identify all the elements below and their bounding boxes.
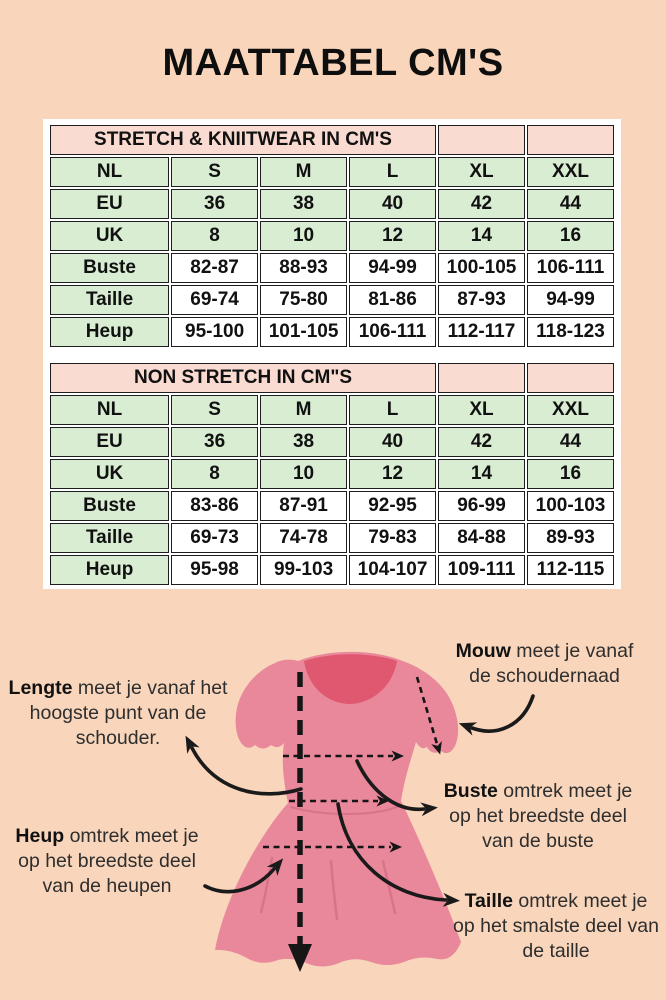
annotation-lengte-keyword: Lengte xyxy=(8,677,73,699)
row-label: UK xyxy=(50,221,169,251)
size-cell: 94-99 xyxy=(349,253,436,283)
table-row xyxy=(50,491,614,521)
table-title-row xyxy=(50,125,614,155)
annotation-heup-text: omtrek meet je op het breedste deel van de heupen xyxy=(18,825,199,897)
row-label: EU xyxy=(50,427,169,457)
size-cell: 106-111 xyxy=(527,253,614,283)
size-cell: 83-86 xyxy=(171,491,258,521)
row-label: Heup xyxy=(50,317,169,347)
size-cell: 112-115 xyxy=(527,555,614,585)
row-label: NL xyxy=(50,395,169,425)
size-cell: S xyxy=(171,395,258,425)
annotation-lengte xyxy=(4,676,232,751)
size-cell: 87-91 xyxy=(260,491,347,521)
mouw-pointer-arrow-icon xyxy=(472,696,533,731)
row-label: Taille xyxy=(50,523,169,553)
row-label: NL xyxy=(50,157,169,187)
size-cell: M xyxy=(260,157,347,187)
size-cell: 10 xyxy=(260,221,347,251)
table-title-empty-cell xyxy=(527,125,614,155)
table-title: NON STRETCH IN CM"S xyxy=(50,363,436,393)
size-cell: 12 xyxy=(349,221,436,251)
page-title: MAATTABEL CM'S xyxy=(162,42,504,84)
table-row xyxy=(50,555,614,585)
size-cell: XXL xyxy=(527,395,614,425)
size-cell: 14 xyxy=(438,221,525,251)
size-cell: 106-111 xyxy=(349,317,436,347)
row-label: Buste xyxy=(50,253,169,283)
table-title-empty-cell xyxy=(438,363,525,393)
non-stretch-table xyxy=(48,361,616,587)
size-cell: 36 xyxy=(171,189,258,219)
table-row xyxy=(50,317,614,347)
size-cell: 100-103 xyxy=(527,491,614,521)
size-cell: XXL xyxy=(527,157,614,187)
size-cell: 84-88 xyxy=(438,523,525,553)
tables-sheet xyxy=(43,119,621,589)
size-cell: XL xyxy=(438,157,525,187)
size-cell: 99-103 xyxy=(260,555,347,585)
size-cell: 38 xyxy=(260,427,347,457)
size-cell: 87-93 xyxy=(438,285,525,315)
annotation-taille xyxy=(452,889,660,964)
table-row xyxy=(50,285,614,315)
size-cell: 14 xyxy=(438,459,525,489)
size-cell: 92-95 xyxy=(349,491,436,521)
row-label: Buste xyxy=(50,491,169,521)
annotation-buste-keyword: Buste xyxy=(443,780,498,802)
size-cell: 81-86 xyxy=(349,285,436,315)
size-cell: 69-73 xyxy=(171,523,258,553)
table-row xyxy=(50,189,614,219)
size-cell: 82-87 xyxy=(171,253,258,283)
annotation-mouw xyxy=(452,639,637,689)
size-cell: L xyxy=(349,157,436,187)
size-cell: XL xyxy=(438,395,525,425)
table-row xyxy=(50,459,614,489)
size-cell: 112-117 xyxy=(438,317,525,347)
table-title-empty-cell xyxy=(438,125,525,155)
size-cell: 40 xyxy=(349,427,436,457)
table-title: STRETCH & KNIITWEAR IN CM'S xyxy=(50,125,436,155)
size-cell: 101-105 xyxy=(260,317,347,347)
size-cell: 79-83 xyxy=(349,523,436,553)
size-cell: 89-93 xyxy=(527,523,614,553)
annotation-lengte-text: meet je vanaf het hoogste punt van de schouder. xyxy=(29,677,228,749)
size-cell: M xyxy=(260,395,347,425)
size-cell: 95-100 xyxy=(171,317,258,347)
size-cell: 12 xyxy=(349,459,436,489)
annotation-heup xyxy=(6,824,208,899)
table-row xyxy=(50,395,614,425)
size-cell: 104-107 xyxy=(349,555,436,585)
size-cell: 44 xyxy=(527,427,614,457)
size-cell: 74-78 xyxy=(260,523,347,553)
size-cell: 100-105 xyxy=(438,253,525,283)
stretch-knitwear-table xyxy=(48,123,616,349)
size-cell: 8 xyxy=(171,459,258,489)
row-label: UK xyxy=(50,459,169,489)
size-cell: 96-99 xyxy=(438,491,525,521)
size-cell: S xyxy=(171,157,258,187)
size-cell: 36 xyxy=(171,427,258,457)
annotation-taille-text: omtrek meet je op het smalste deel van de taille xyxy=(453,890,659,962)
size-cell: 16 xyxy=(527,221,614,251)
table-row xyxy=(50,523,614,553)
table-title-empty-cell xyxy=(527,363,614,393)
table-row xyxy=(50,253,614,283)
row-label: Taille xyxy=(50,285,169,315)
size-cell: 42 xyxy=(438,427,525,457)
row-label: Heup xyxy=(50,555,169,585)
table-row xyxy=(50,157,614,187)
size-cell: 38 xyxy=(260,189,347,219)
annotation-taille-keyword: Taille xyxy=(464,890,514,912)
size-cell: 88-93 xyxy=(260,253,347,283)
annotation-mouw-text: meet je vanaf de schoudernaad xyxy=(469,640,634,687)
size-cell: 95-98 xyxy=(171,555,258,585)
size-cell: 69-74 xyxy=(171,285,258,315)
row-label: EU xyxy=(50,189,169,219)
annotation-buste xyxy=(436,779,640,854)
table-title-row xyxy=(50,363,614,393)
annotation-mouw-keyword: Mouw xyxy=(455,640,511,662)
size-cell: 16 xyxy=(527,459,614,489)
size-cell: 109-111 xyxy=(438,555,525,585)
size-cell: 40 xyxy=(349,189,436,219)
size-cell: 94-99 xyxy=(527,285,614,315)
size-cell: 44 xyxy=(527,189,614,219)
size-cell: L xyxy=(349,395,436,425)
table-row xyxy=(50,427,614,457)
table-row xyxy=(50,221,614,251)
annotation-heup-keyword: Heup xyxy=(15,825,65,847)
size-cell: 10 xyxy=(260,459,347,489)
annotation-buste-text: omtrek meet je op het breedste deel van de buste xyxy=(449,780,633,852)
size-cell: 75-80 xyxy=(260,285,347,315)
size-cell: 118-123 xyxy=(527,317,614,347)
size-cell: 42 xyxy=(438,189,525,219)
size-cell: 8 xyxy=(171,221,258,251)
